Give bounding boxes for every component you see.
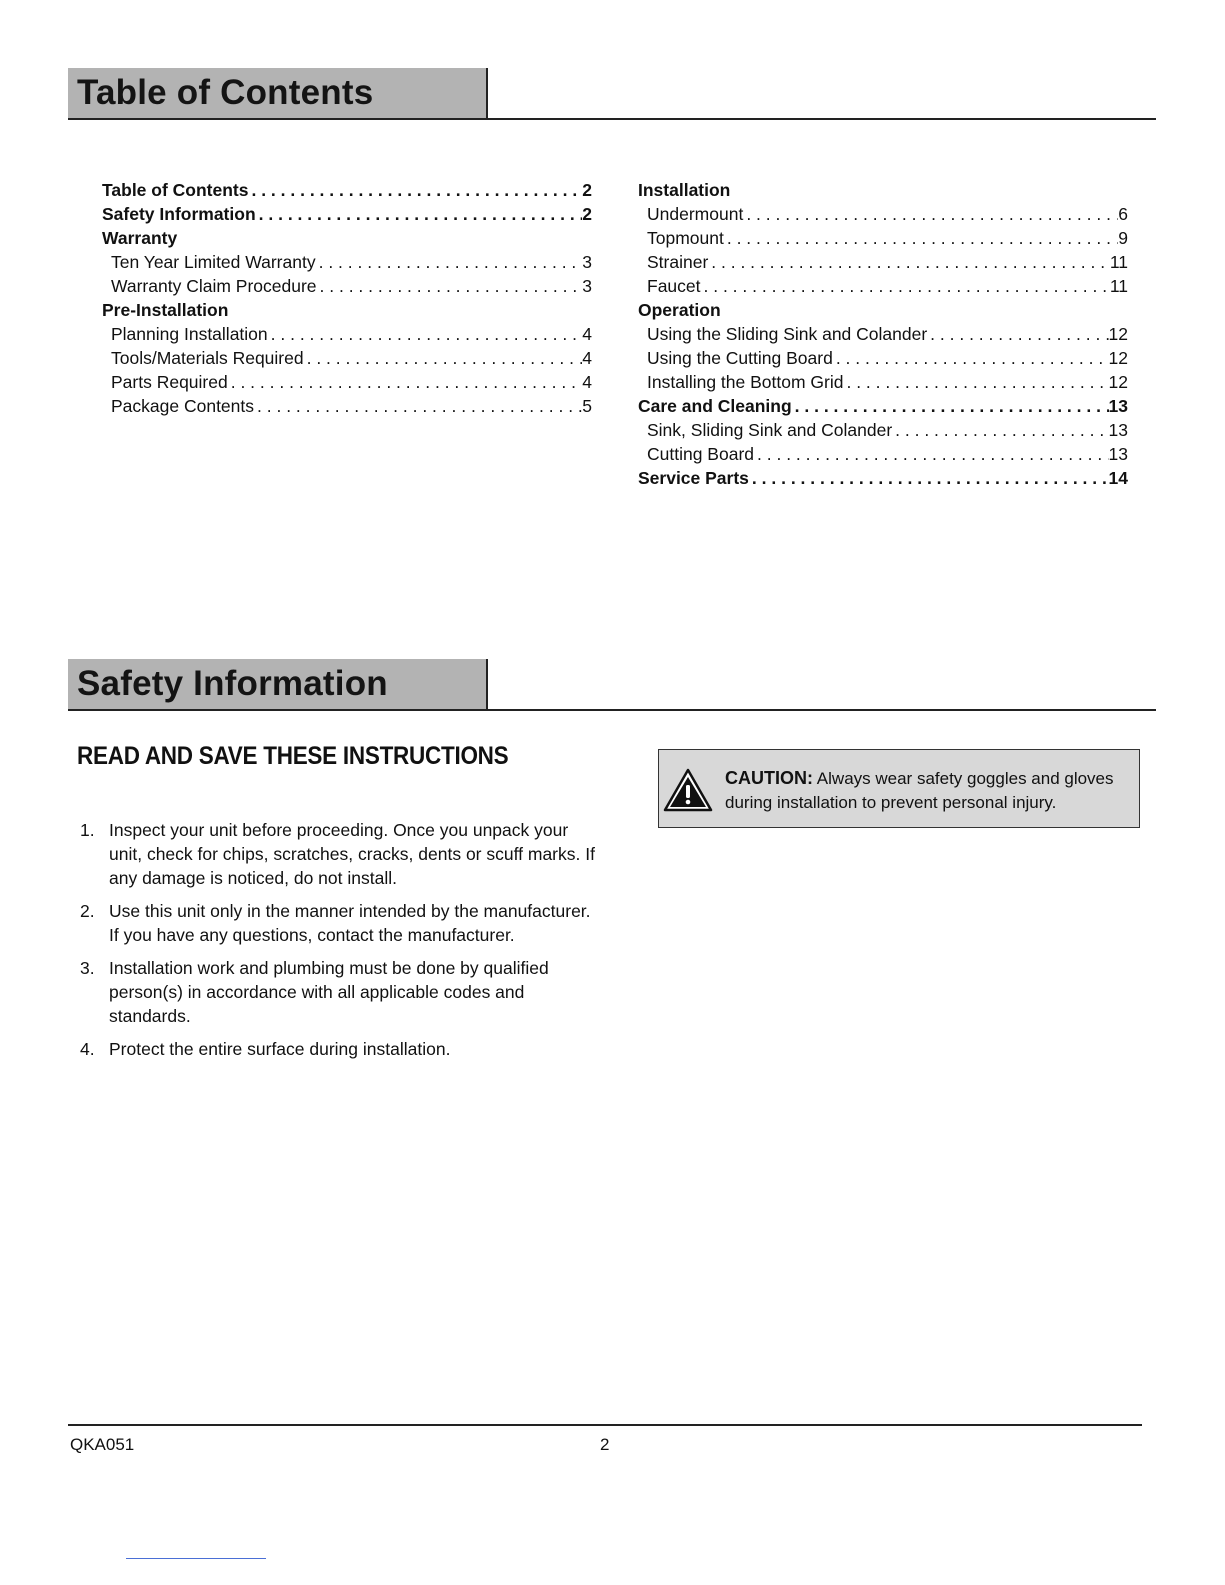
toc-entry[interactable] <box>102 228 592 252</box>
toc-leader-dots <box>316 252 583 273</box>
toc-leader-dots <box>743 204 1118 225</box>
toc-leader-dots <box>892 420 1108 441</box>
caution-text: Always wear safety goggles and gloves during installation to prevent personal injury. <box>725 769 1114 812</box>
footer-model-number: QKA051 <box>70 1435 135 1454</box>
toc-entry[interactable] <box>638 180 1128 204</box>
toc-entry[interactable] <box>102 396 592 420</box>
toc-entry[interactable] <box>638 396 1128 420</box>
toc-entry[interactable] <box>638 228 1128 252</box>
toc-entry-title: Using the Sliding Sink and Colander <box>647 324 928 344</box>
toc-leader-dots <box>701 276 1110 297</box>
toc-entry[interactable] <box>638 252 1128 276</box>
toc-entry-title: Pre-Installation <box>102 300 229 320</box>
toc-entry[interactable] <box>638 324 1128 348</box>
warning-triangle-icon <box>663 768 713 812</box>
safety-header-rule <box>68 709 1156 711</box>
toc-entry-title: Safety Information <box>102 204 256 224</box>
toc-entry[interactable] <box>638 204 1128 228</box>
caution-box <box>658 749 1140 828</box>
toc-entry-page: 4 <box>582 324 592 344</box>
toc-entry-title: Warranty Claim Procedure <box>111 276 317 296</box>
toc-entry-title: Topmount <box>647 228 724 248</box>
toc-entry-page: 3 <box>582 252 592 272</box>
instruction-text: Use this unit only in the manner intended by the manufacturer. If you have any questions, contact the manufacturer. <box>109 901 591 945</box>
toc-header-rule <box>68 118 1156 120</box>
toc-section-header <box>68 68 1156 120</box>
toc-entry[interactable] <box>638 300 1128 324</box>
toc-entry-title: Operation <box>638 300 721 320</box>
toc-entry[interactable] <box>638 348 1128 372</box>
toc-entry[interactable] <box>638 444 1128 468</box>
toc-entry-page: 6 <box>1118 204 1128 224</box>
toc-leader-dots <box>724 228 1118 249</box>
footer-rule <box>68 1424 1142 1426</box>
safety-section-header <box>68 659 1156 711</box>
toc-entry[interactable] <box>638 276 1128 300</box>
toc-entry[interactable] <box>102 252 592 276</box>
instruction-text: Installation work and plumbing must be done by qualified person(s) in accordance with all applicable codes and standards. <box>109 958 549 1026</box>
toc-entry-title: Installing the Bottom Grid <box>647 372 844 392</box>
toc-entry-page: 2 <box>582 204 592 224</box>
toc-entry-page: 14 <box>1108 468 1128 488</box>
toc-entry-page: 12 <box>1108 372 1128 392</box>
toc-entry-page: 11 <box>1109 276 1128 296</box>
toc-entry-page: 4 <box>582 372 592 392</box>
toc-leader-dots <box>228 372 583 393</box>
instruction-number: 3. <box>80 958 95 978</box>
toc-entry-title: Undermount <box>647 204 744 224</box>
toc-entry-title: Table of Contents <box>102 180 249 200</box>
footer-page-number: 2 <box>600 1435 610 1454</box>
toc-entry-page: 9 <box>1118 228 1128 248</box>
instruction-text: Inspect your unit before proceeding. Once you unpack your unit, check for chips, scratches, cracks, dents or scuff marks. If any damage is noticed, do not install. <box>109 820 595 888</box>
toc-entry[interactable] <box>102 276 592 300</box>
read-save-heading: READ AND SAVE THESE INSTRUCTIONS <box>77 742 509 770</box>
toc-leader-dots <box>843 372 1108 393</box>
instruction-item <box>80 899 600 947</box>
bottom-link-underline <box>126 1558 266 1559</box>
toc-entry[interactable] <box>102 348 592 372</box>
instruction-number: 2. <box>80 901 95 921</box>
toc-entry-title: Package Contents <box>111 396 255 416</box>
safety-instructions-list <box>80 818 600 1070</box>
toc-leader-dots <box>248 180 582 201</box>
instruction-item <box>80 1037 600 1061</box>
toc-entry[interactable] <box>638 372 1128 396</box>
toc-leader-dots <box>927 324 1108 345</box>
instruction-number: 4. <box>80 1039 95 1059</box>
caution-label: CAUTION: <box>725 768 813 788</box>
toc-leader-dots <box>749 468 1109 489</box>
toc-leader-dots <box>833 348 1109 369</box>
toc-leader-dots <box>754 444 1109 465</box>
toc-entry-title: Strainer <box>647 252 709 272</box>
safety-header-tab <box>68 659 488 709</box>
safety-header-title: Safety Information <box>77 664 388 703</box>
toc-entry-title: Tools/Materials Required <box>111 348 304 368</box>
instruction-item <box>80 818 600 890</box>
toc-entry-title: Warranty <box>102 228 178 248</box>
toc-right-column <box>638 180 1128 492</box>
toc-leader-dots <box>304 348 583 369</box>
toc-entry-title: Parts Required <box>111 372 228 392</box>
toc-entry-title: Sink, Sliding Sink and Colander <box>647 420 893 440</box>
toc-entry-page: 13 <box>1108 396 1128 416</box>
toc-leader-dots <box>792 396 1109 417</box>
toc-entry-page: 12 <box>1108 348 1128 368</box>
toc-entry-title: Using the Cutting Board <box>647 348 833 368</box>
toc-entry-page: 12 <box>1108 324 1128 344</box>
toc-entry-page: 3 <box>582 276 592 296</box>
toc-entry-page: 11 <box>1109 252 1128 272</box>
toc-entry[interactable] <box>638 420 1128 444</box>
toc-entry-title: Cutting Board <box>647 444 755 464</box>
toc-leader-dots <box>254 396 582 417</box>
toc-entry-title: Faucet <box>647 276 701 296</box>
toc-entry-page: 4 <box>582 348 592 368</box>
toc-entry-page: 2 <box>582 180 592 200</box>
toc-entry[interactable] <box>102 300 592 324</box>
toc-entry-title: Planning Installation <box>111 324 268 344</box>
toc-entry-page: 13 <box>1108 444 1128 464</box>
toc-entry[interactable] <box>102 180 592 204</box>
instruction-number: 1. <box>80 820 95 840</box>
toc-leader-dots <box>317 276 583 297</box>
caution-message <box>725 766 1135 815</box>
toc-header-title: Table of Contents <box>77 73 374 112</box>
toc-leader-dots <box>708 252 1110 273</box>
toc-leader-dots <box>256 204 583 225</box>
toc-leader-dots <box>268 324 583 345</box>
instruction-item <box>80 956 600 1028</box>
toc-entry[interactable] <box>102 324 592 348</box>
toc-left-column <box>102 180 592 420</box>
toc-entry-page: 13 <box>1108 420 1128 440</box>
toc-entry-title: Service Parts <box>638 468 749 488</box>
instruction-text: Protect the entire surface during installation. <box>109 1039 451 1059</box>
toc-entry-title: Ten Year Limited Warranty <box>111 252 316 272</box>
toc-entry[interactable] <box>638 468 1128 492</box>
toc-header-tab <box>68 68 488 118</box>
toc-entry-title: Installation <box>638 180 731 200</box>
toc-entry[interactable] <box>102 204 592 228</box>
toc-entry-page: 5 <box>582 396 592 416</box>
toc-entry-title: Care and Cleaning <box>638 396 792 416</box>
toc-entry[interactable] <box>102 372 592 396</box>
